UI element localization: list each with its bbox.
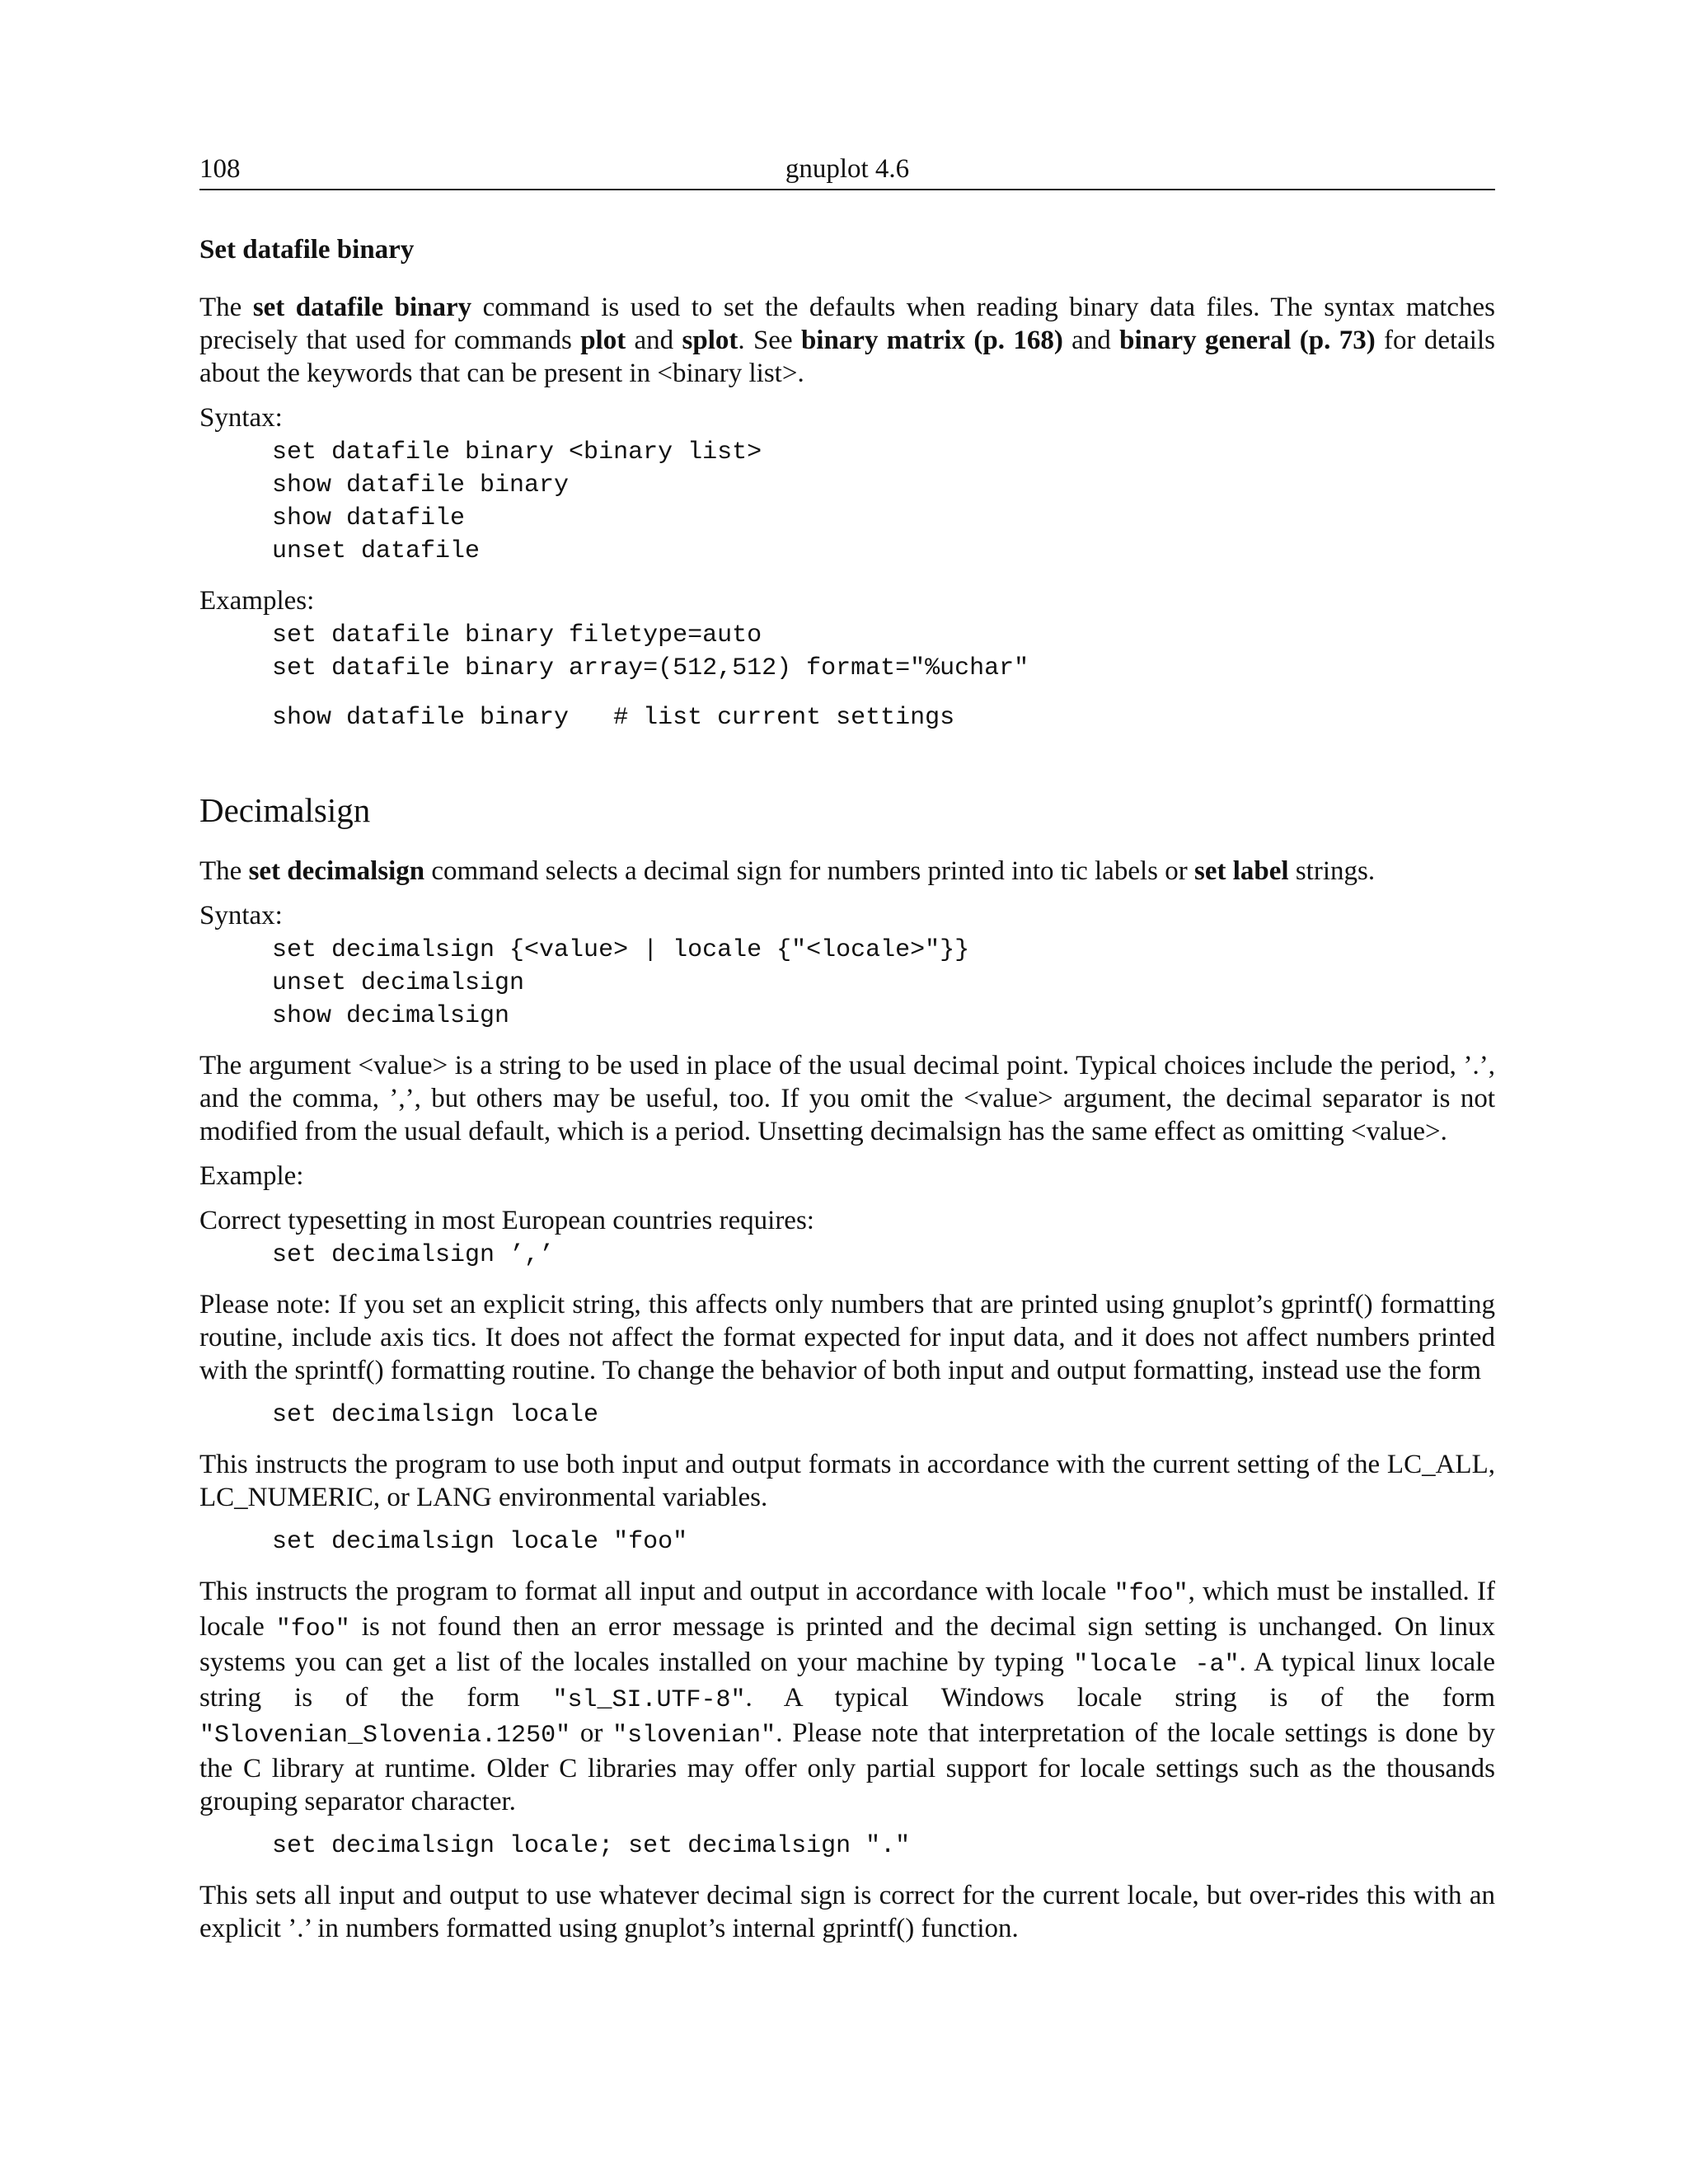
decimalsign-syntax-label: Syntax:	[199, 901, 283, 930]
decimalsign-example-label: Example:	[199, 1161, 304, 1191]
argument-paragraph: The argument <value> is a string to be used in place of the usual decimal point. Typical choices include the period, ’.’, and the comma, ’,’, but others may be useful, too. If you omit the <value> argument, the decimal separator is not modified from the usual default, which is a period. Unsetting decimalsign has the same effect as omitting <value>.	[199, 1051, 1495, 1146]
binary-syntax-label: Syntax:	[199, 403, 283, 433]
binary-examples-label: Examples:	[199, 586, 315, 616]
decimalsign-intro-paragraph: The set decimalsign command selects a decimal sign for numbers printed into tic labels or set label strings.	[199, 856, 1376, 886]
page-content	[199, 152, 1495, 1957]
note-paragraph: Please note: If you set an explicit string, this affects only numbers that are printed using gnuplot’s gprintf() formatting routine, include axis tics. It does not affect the format expected for input data, and it does not affect numbers printed with the sprintf() formatting routine. To change the behavior of both input and output formatting, instead use the form	[199, 1290, 1495, 1385]
binary-examples-code-2: show datafile binary # list current settings	[272, 704, 955, 732]
section-heading-decimalsign: Decimalsign	[199, 791, 371, 829]
locale-foo-paragraph: This instructs the program to format all input and output in accordance with locale "foo", which must be installed. If locale "foo" is not found then an error message is printed and the decimal sign setting is unchanged. On linux systems you can get a list of the locales installed on your machine by typing "locale -a". A typical linux locale string is of the form "sl_SI.UTF-8". A typical Windows locale string is of the form "Slovenian_Slovenia.1250" or "slovenian". Please note that interpretation of the locale settings is done by the C library at runtime. Older C libraries may offer only partial support for locale settings such as the thousands grouping separator character.	[199, 1577, 1496, 1816]
binary-examples-code: set datafile binary filetype=auto set datafile binary array=(512,512) format="%uchar"	[272, 621, 1029, 682]
page-header	[199, 152, 1495, 190]
locale-and-period-code: set decimalsign locale; set decimalsign "."	[272, 1832, 911, 1860]
running-title: gnuplot 4.6	[785, 154, 910, 184]
decimalsign-syntax-code: set decimalsign {<value> | locale {"<locale>"}} unset decimalsign show decimalsign	[272, 936, 970, 1030]
final-paragraph: This sets all input and output to use whatever decimal sign is correct for the current locale, but over-rides this with an explicit ’.’ in numbers formatted using gnuplot’s internal gprintf() function.	[199, 1881, 1495, 1943]
environment-paragraph: This instructs the program to use both input and output formats in accordance with the current setting of the LC_ALL, LC_NUMERIC, or LANG environmental variables.	[199, 1450, 1495, 1512]
locale-foo-code: set decimalsign locale "foo"	[272, 1528, 688, 1556]
comma-code: set decimalsign ’,’	[272, 1241, 555, 1269]
european-paragraph: Correct typesetting in most European countries requires:	[199, 1206, 814, 1235]
binary-intro-paragraph: The set datafile binary command is used to set the defaults when reading binary data files. The syntax matches precisely that used for commands plot and splot. See binary matrix (p. 168) and binary general (p. 73) for details about the keywords that can be present in <binary list>.	[199, 293, 1496, 388]
binary-syntax-code: set datafile binary <binary list> show datafile binary show datafile unset datafile	[272, 438, 762, 565]
subsection-heading-datafile-binary: Set datafile binary	[199, 235, 415, 265]
page-number: 108	[199, 154, 241, 184]
locale-code: set decimalsign locale	[272, 1401, 599, 1429]
